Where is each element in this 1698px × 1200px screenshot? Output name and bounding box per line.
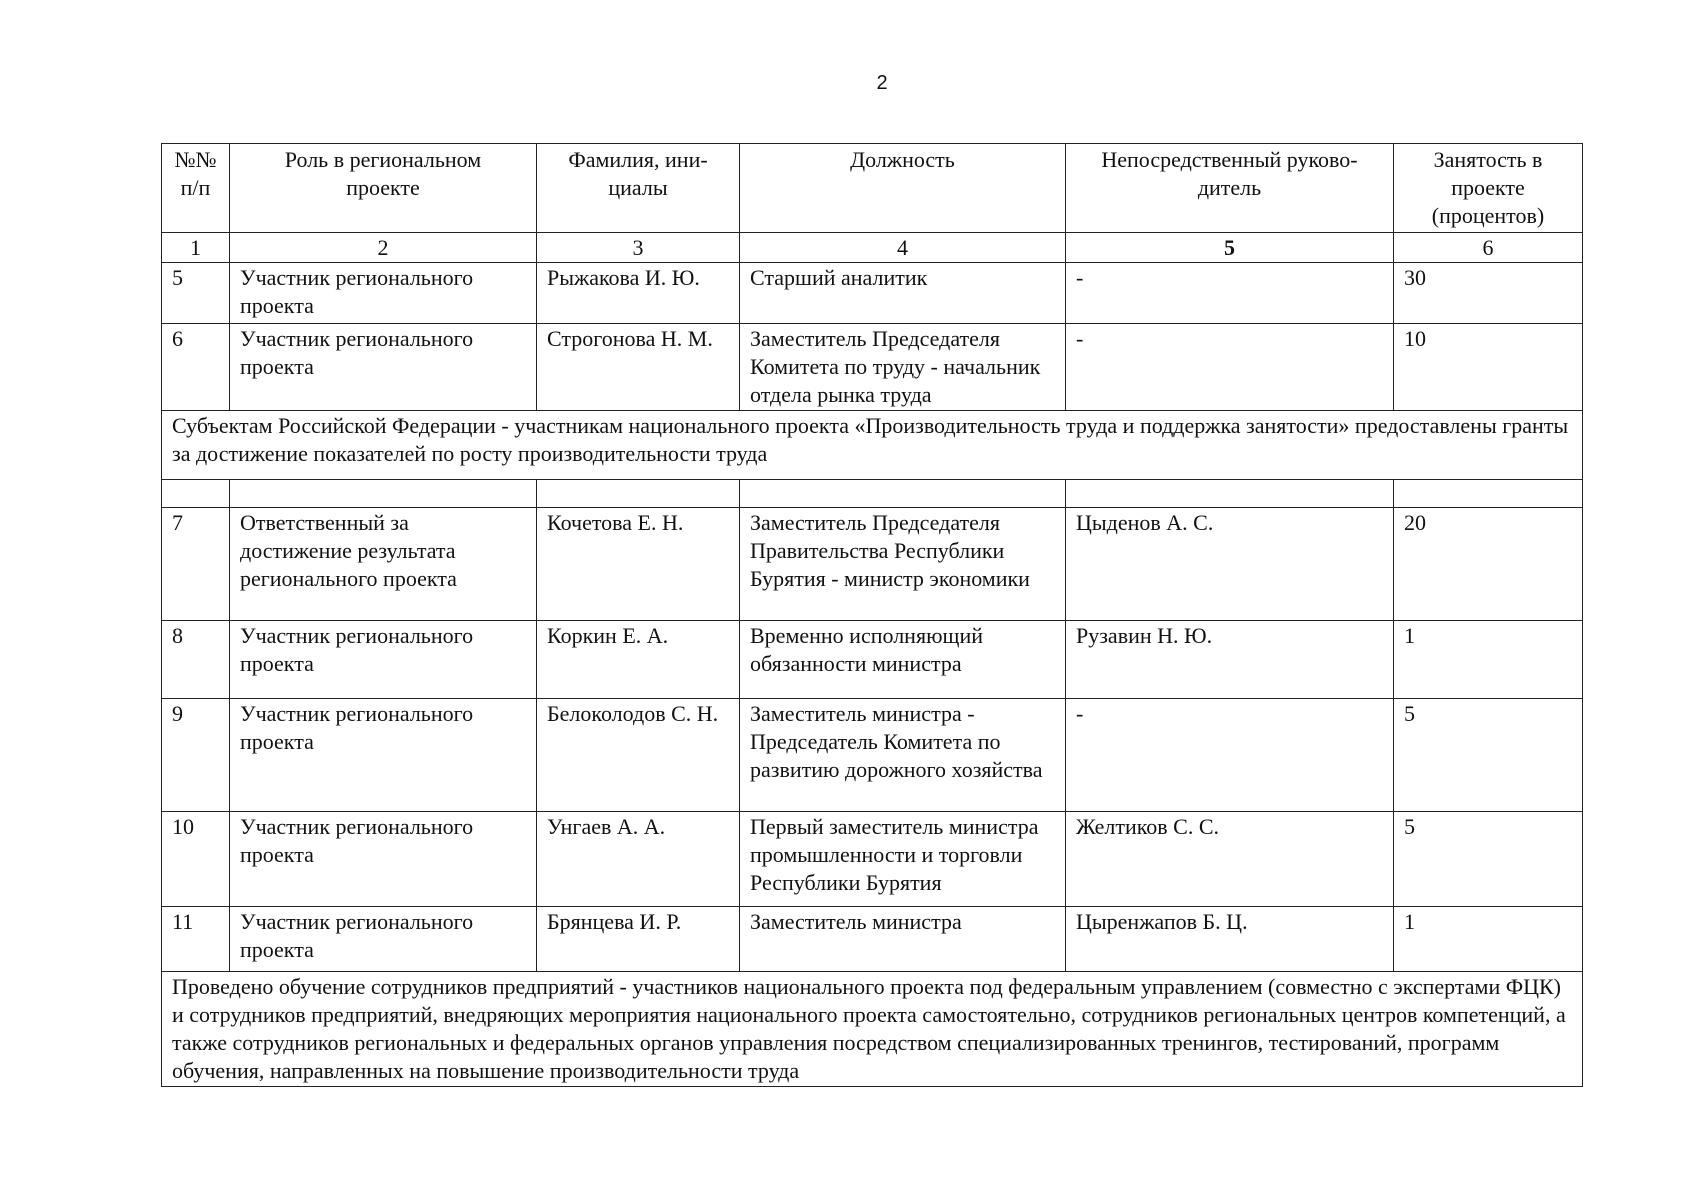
header-cell-role [230,144,537,233]
header-cell-number [162,144,230,233]
empty-cell [1066,480,1394,508]
header-line: Занятость в [1433,147,1543,172]
cell-supervisor: - [1066,699,1394,812]
header-line: Должность [850,147,955,172]
header-cell-position [740,144,1066,233]
cell-role: Участник регионального проекта [230,621,537,699]
cell-position: Заместитель министра - Председатель Комитета по развитию дорожного хозяйства [740,699,1066,812]
empty-row [162,480,1583,508]
cell-position: Старший аналитик [740,263,1066,324]
cell-role: Участник регионального проекта [230,263,537,324]
cell-position: Заместитель министра [740,907,1066,972]
cell-number: 7 [162,508,230,621]
header-line: проекте [346,175,420,200]
column-number: 3 [537,233,740,263]
cell-number: 10 [162,812,230,907]
cell-supervisor: Цыренжапов Б. Ц. [1066,907,1394,972]
column-number: 4 [740,233,1066,263]
section-note-row [162,972,1583,1087]
table-row [162,508,1583,621]
cell-number: 5 [162,263,230,324]
cell-name: Коркин Е. А. [537,621,740,699]
cell-position: Временно исполняющий обязанности министра [740,621,1066,699]
cell-number: 9 [162,699,230,812]
cell-role: Ответственный за достижение результата регионального проекта [230,508,537,621]
cell-load: 1 [1394,907,1583,972]
column-number: 1 [162,233,230,263]
cell-load: 20 [1394,508,1583,621]
cell-load: 10 [1394,324,1583,411]
cell-role: Участник регионального проекта [230,812,537,907]
cell-position: Первый заместитель министра промышленности и торговли Республики Бурятия [740,812,1066,907]
cell-role: Участник регионального проекта [230,699,537,812]
section-note: Проведено обучение сотрудников предприятий - участников национального проекта под федеральным управлением (совместно с экспертами ФЦК) и сотрудников предприятий, внедряющих мероприятия национального проекта самостоятельно, сотрудников региональных центров компетенций, а также сотрудников региональных и федеральных органов управления посредством специализированных тренингов, тестирований, программ обучения, направленных на повышение производительности труда [162,972,1583,1087]
cell-role: Участник регионального проекта [230,907,537,972]
header-line: п/п [180,175,211,200]
cell-role: Участник регионального проекта [230,324,537,411]
header-line: циалы [608,175,668,200]
cell-name: Рыжакова И. Ю. [537,263,740,324]
header-line: Фамилия, ини- [568,147,708,172]
header-line: (процентов) [1431,203,1545,228]
header-line: Роль в региональном [284,147,482,172]
header-line: проекте [1451,175,1525,200]
cell-supervisor: Рузавин Н. Ю. [1066,621,1394,699]
cell-supervisor: - [1066,324,1394,411]
column-number: 2 [230,233,537,263]
column-number-row [162,233,1583,263]
header-line: №№ [174,147,217,172]
table-row [162,263,1583,324]
cell-name: Белоколодов С. Н. [537,699,740,812]
project-team-table [161,143,1583,1087]
header-line: дитель [1197,175,1262,200]
header-cell-supervisor [1066,144,1394,233]
cell-load: 1 [1394,621,1583,699]
cell-supervisor: Цыденов А. С. [1066,508,1394,621]
page-number: 2 [876,72,888,94]
section-note-row [162,411,1583,480]
cell-number: 8 [162,621,230,699]
empty-cell [1394,480,1583,508]
cell-name: Строгонова Н. М. [537,324,740,411]
table-row [162,699,1583,812]
column-number: 5 [1066,233,1394,263]
cell-position: Заместитель Председателя Комитета по труду - начальник отдела рынка труда [740,324,1066,411]
table-row [162,907,1583,972]
cell-number: 11 [162,907,230,972]
cell-supervisor: - [1066,263,1394,324]
empty-cell [162,480,230,508]
cell-name: Унгаев А. А. [537,812,740,907]
cell-name: Кочетова Е. Н. [537,508,740,621]
column-number: 6 [1394,233,1583,263]
section-note: Субъектам Российской Федерации - участникам национального проекта «Производительность труда и поддержка занятости» предоставлены гранты за достижение показателей по росту производительности труда [162,411,1583,480]
cell-load: 30 [1394,263,1583,324]
empty-cell [230,480,537,508]
cell-number: 6 [162,324,230,411]
empty-cell [537,480,740,508]
cell-load: 5 [1394,699,1583,812]
header-line: Непосредственный руково- [1101,147,1358,172]
cell-name: Брянцева И. Р. [537,907,740,972]
header-cell-load [1394,144,1583,233]
table-row [162,621,1583,699]
cell-position: Заместитель Председателя Правительства Республики Бурятия - министр экономики [740,508,1066,621]
cell-supervisor: Желтиков С. С. [1066,812,1394,907]
table-row [162,324,1583,411]
cell-load: 5 [1394,812,1583,907]
table-header-row [162,144,1583,233]
table-row [162,812,1583,907]
empty-cell [740,480,1066,508]
header-cell-name [537,144,740,233]
